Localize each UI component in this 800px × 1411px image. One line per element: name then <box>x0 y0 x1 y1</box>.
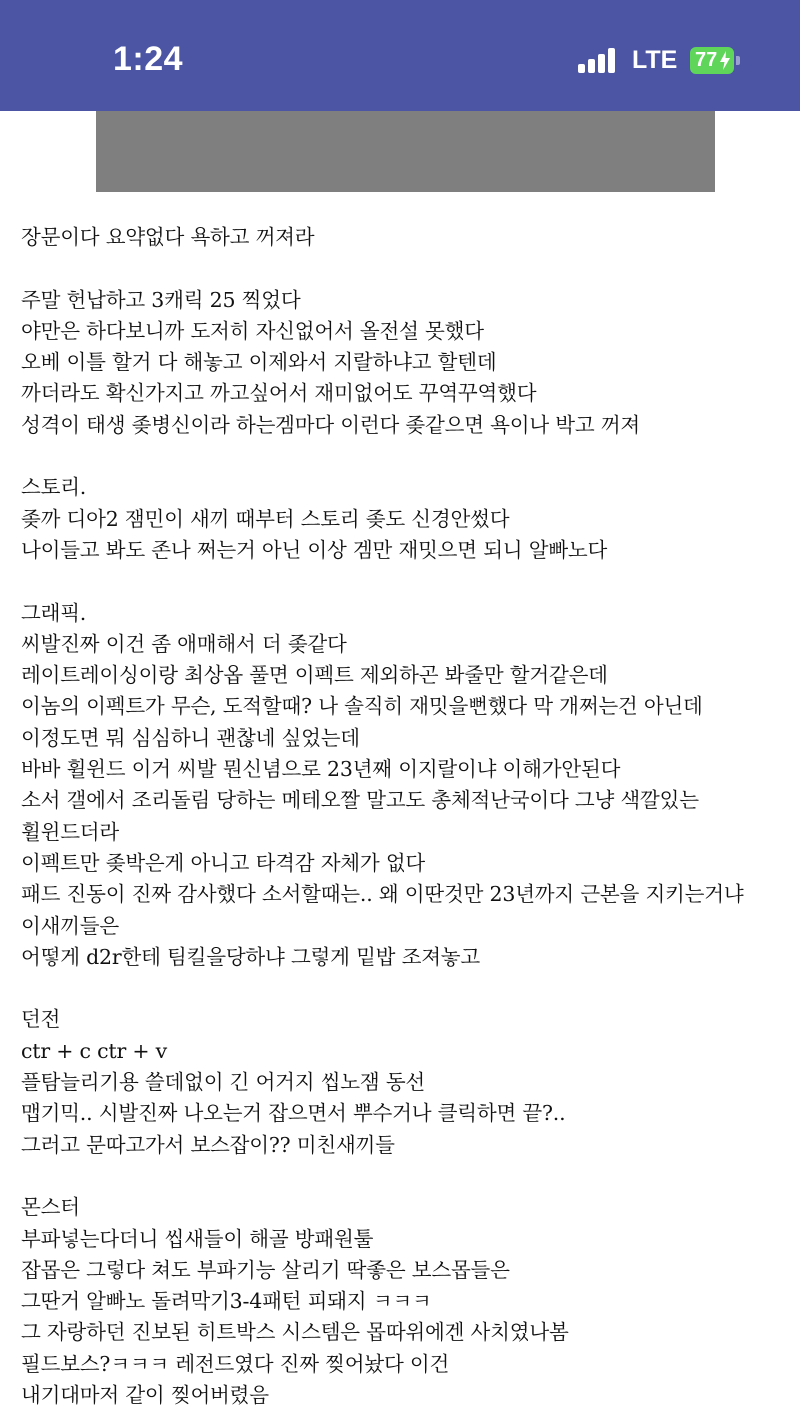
status-bar <box>0 0 800 111</box>
post-line: 까더라도 확신가지고 까고싶어서 재미없어도 꾸역꾸역했다 <box>21 381 537 406</box>
post-line: ctr + c ctr + v <box>21 1038 168 1063</box>
post-line: 씨발진짜 이건 좀 애매해서 더 좆같다 <box>21 631 347 656</box>
blank-line <box>21 253 791 284</box>
post-line: 바바 휠윈드 이거 씨발 뭔신념으로 23년째 이지랄이냐 이해가안된다 <box>21 757 621 782</box>
post-image-placeholder <box>96 111 715 192</box>
post-line: 그러고 문따고가서 보스잡이?? 미친새끼들 <box>21 1132 395 1157</box>
signal-icon <box>578 47 618 73</box>
post-line: 이놈의 이펙트가 무슨, 도적할때? 나 솔직히 재밋을뻔했다 막 개쩌는건 아닌데 <box>21 694 703 719</box>
network-type: LTE <box>632 46 678 74</box>
post-line: 그딴거 알빠노 돌려막기3-4패턴 피돼지 ㅋㅋㅋ <box>21 1289 432 1314</box>
post-line: 스토리. <box>21 475 87 500</box>
post-line: 잡몹은 그렇다 쳐도 부파기능 살리기 딱좋은 보스몹들은 <box>21 1257 510 1282</box>
post-line: 장문이다 요약없다 욕하고 꺼져라 <box>21 225 315 249</box>
battery-level: 77 <box>695 49 718 71</box>
post-line: 나이들고 봐도 존나 쩌는거 아닌 이상 겜만 재밋으면 되니 알빠노다 <box>21 537 608 562</box>
post-line: 소서 갤에서 조리돌림 당하는 메테오짤 말고도 총체적난국이다 그냥 색깔있는 휠윈드더라 <box>21 788 706 844</box>
post-line: 부파넣는다더니 씹새들이 해골 방패원툴 <box>21 1226 374 1251</box>
post-line: 좆까 디아2 잼민이 새끼 때부터 스토리 좆도 신경안썼다 <box>21 506 510 531</box>
post-line: 성격이 태생 좆병신이라 하는겜마다 이런다 좆같으면 욕이나 박고 꺼져 <box>21 412 641 437</box>
charging-bolt-icon <box>719 51 731 70</box>
post-line: 맵기믹.. 시발진짜 나오는거 잡으면서 뿌수거나 클릭하면 끝?.. <box>21 1101 566 1126</box>
battery-icon <box>690 47 740 74</box>
post-line: 그래픽. <box>21 600 87 625</box>
post-line: 이펙트만 좆박은게 아니고 타격감 자체가 없다 <box>21 850 426 875</box>
post-line: 주말 헌납하고 3캐릭 25 찍었다 <box>21 287 301 312</box>
status-time: 1:24 <box>113 40 184 78</box>
blank-line <box>21 1161 791 1192</box>
post-line: 패드 진동이 진짜 감사했다 소서할때는.. 왜 이딴것만 23년까지 근본을 지키는거냐 이새끼들은 <box>21 882 750 938</box>
post-line: 어떻게 d2r한테 팀킬을당하냐 그렇게 밑밥 조져놓고 <box>21 944 481 969</box>
blank-line <box>21 973 791 1004</box>
post-line: 레이트레이싱이랑 최상옵 풀면 이펙트 제외하곤 봐줄만 할거같은데 <box>21 663 608 688</box>
post-line: 던전 <box>21 1007 61 1032</box>
post-line: 이정도면 뭐 심심하니 괜찮네 싶었는데 <box>21 725 360 750</box>
post-line: 그 자랑하던 진보된 히트박스 시스템은 몹따위에겐 사치였나봄 <box>21 1320 569 1345</box>
post-line: 필드보스?ㅋㅋㅋ 레전드였다 진짜 찢어놨다 이건 <box>21 1351 450 1376</box>
post-line: 야만은 하다보니까 도저히 자신없어서 올전설 못했다 <box>21 318 484 343</box>
blank-line <box>21 566 791 597</box>
post-line: 오베 이틀 할거 다 해놓고 이제와서 지랄하냐고 할텐데 <box>21 350 497 375</box>
post-line: 내기대마저 같이 찢어버렸음 <box>21 1382 269 1407</box>
post-body <box>21 222 791 1411</box>
post-line: 몬스터 <box>21 1195 80 1220</box>
blank-line <box>21 441 791 472</box>
post-line: 플탐늘리기용 쓸데없이 긴 어거지 씹노잼 동선 <box>21 1070 426 1095</box>
